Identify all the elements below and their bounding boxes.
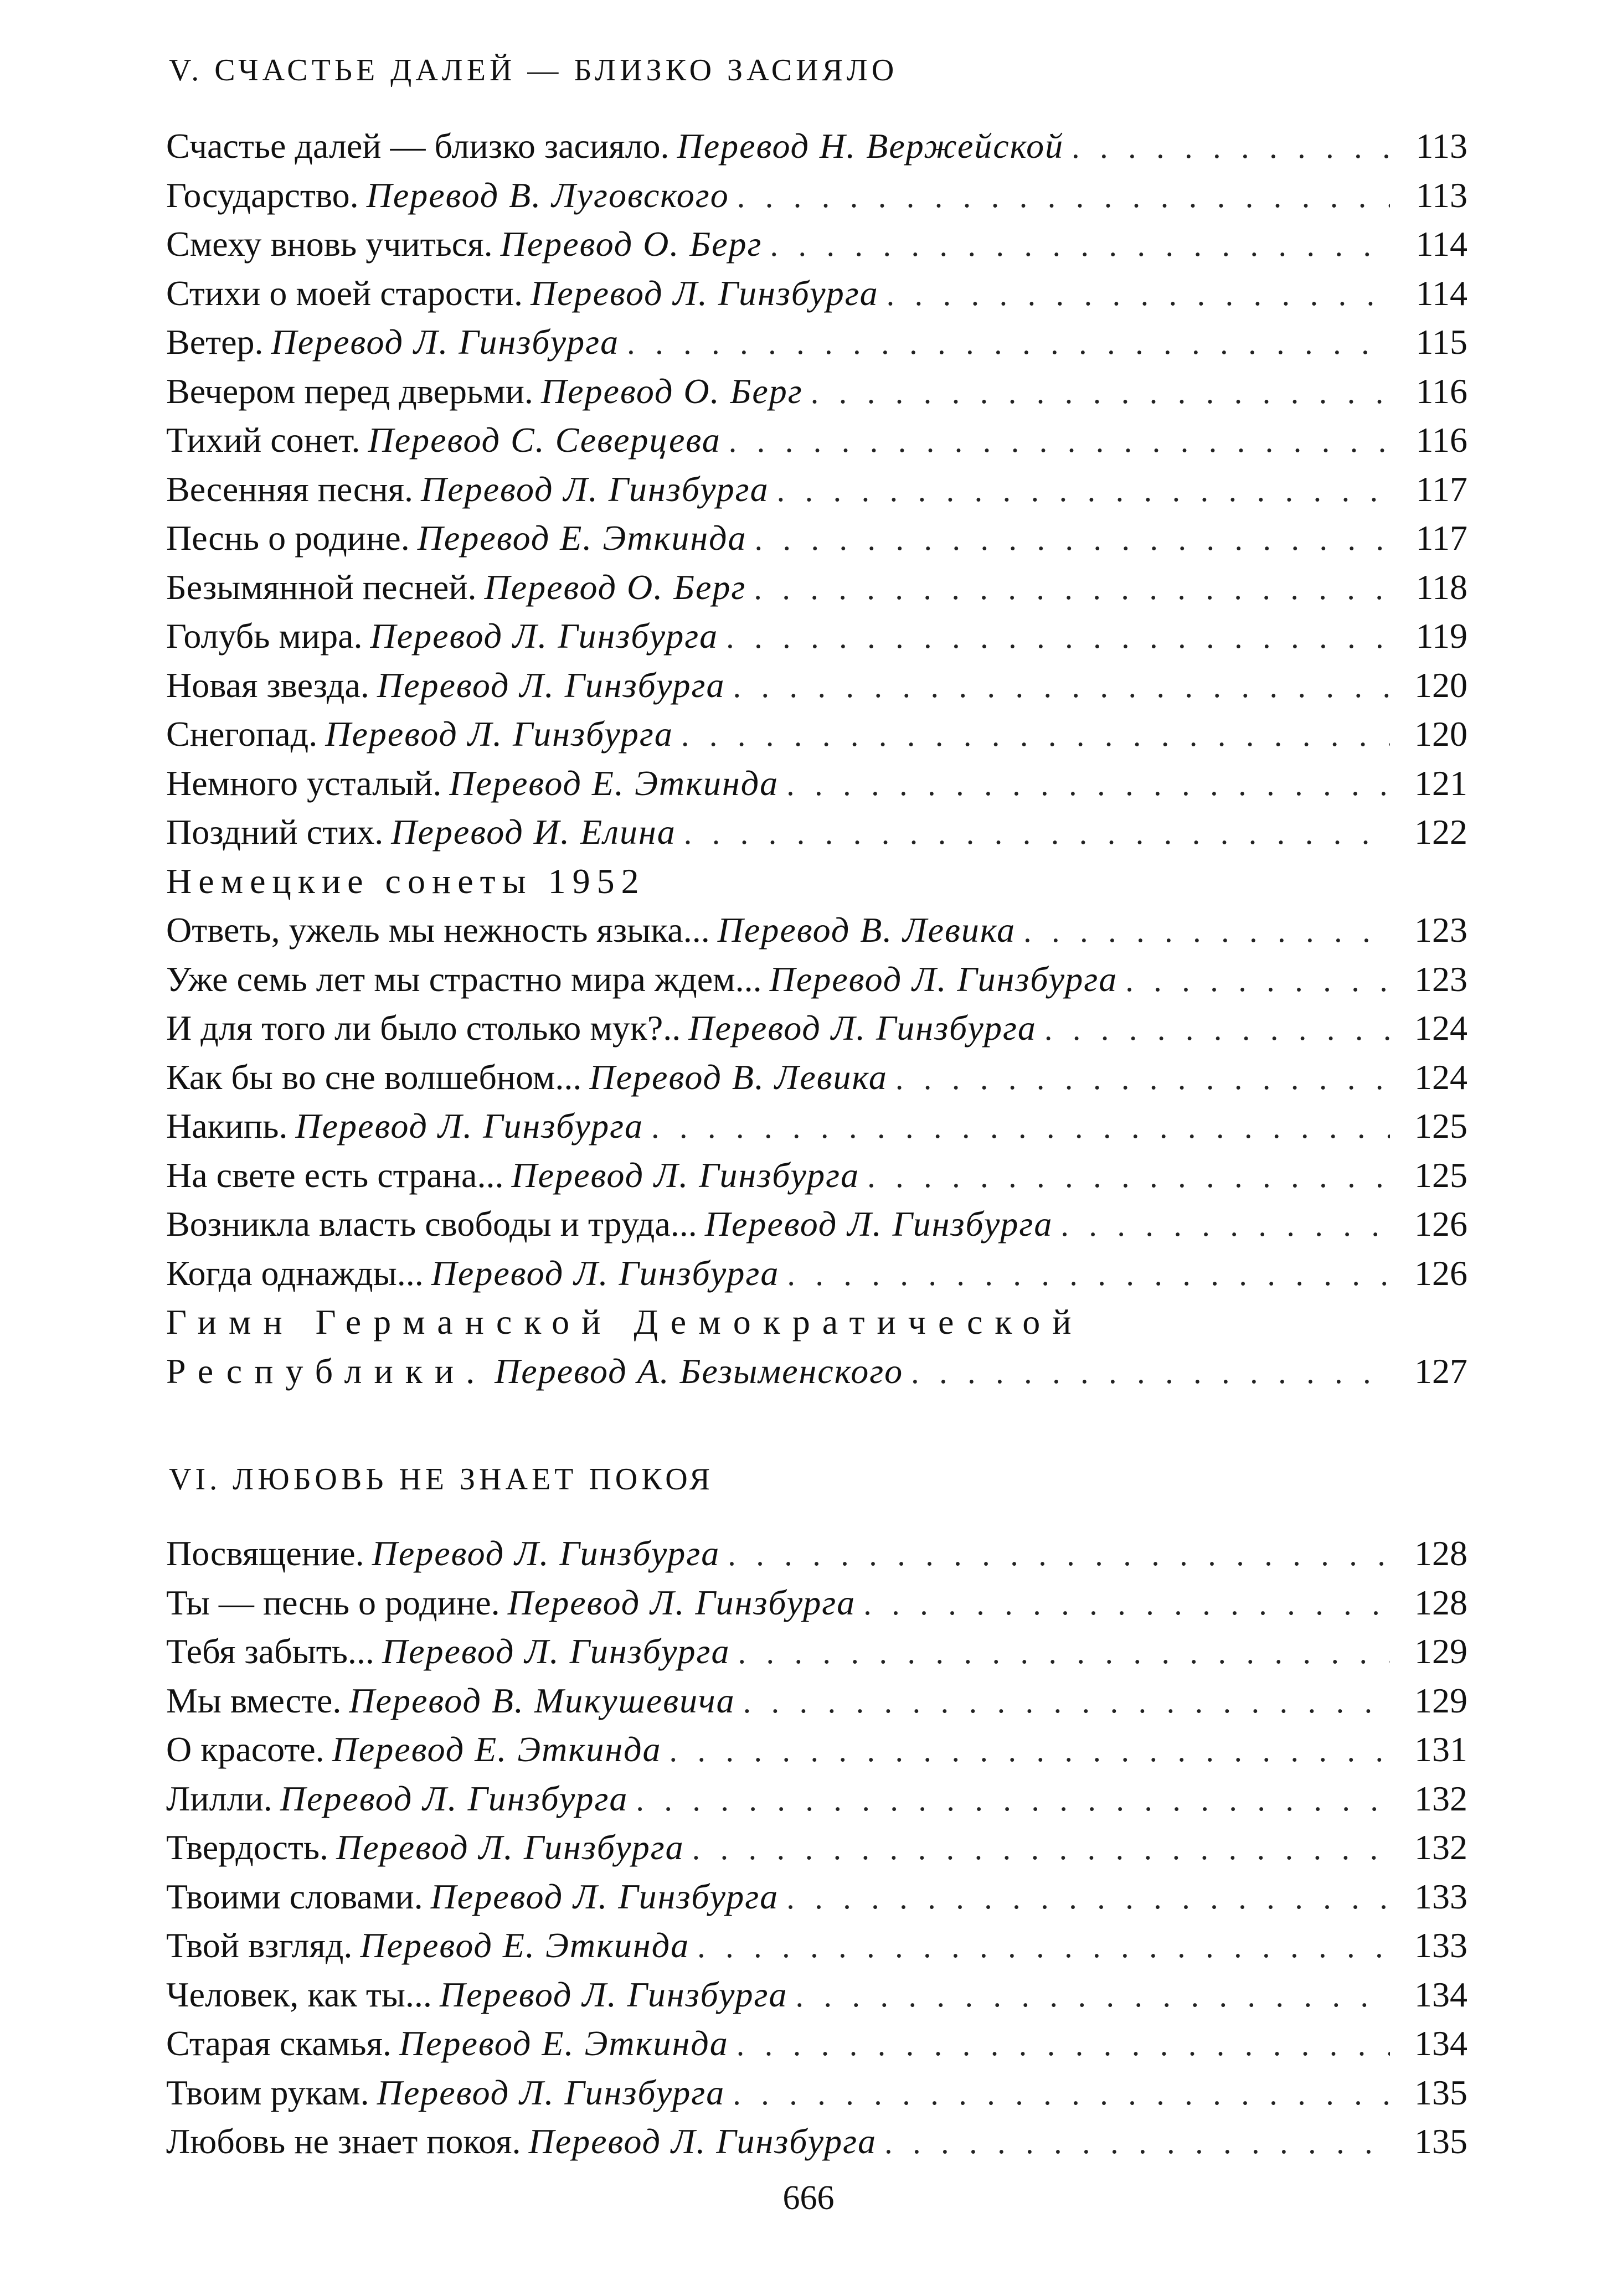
entry-page: 126 — [1414, 1204, 1467, 1244]
entry-page: 135 — [1414, 2072, 1467, 2112]
entry-page: 114 — [1415, 273, 1467, 313]
entry-title: На свете есть страна... — [166, 1155, 504, 1195]
entry-title: Любовь не знает покоя. — [166, 2122, 521, 2161]
entry-page: 128 — [1414, 1534, 1467, 1573]
toc-entry — [166, 367, 1467, 416]
toc-entry — [166, 2068, 1467, 2118]
entry-title: Немного усталый. — [166, 763, 442, 803]
entry-page: 134 — [1414, 1974, 1467, 2014]
entry-page: 122 — [1414, 812, 1467, 852]
entry-page: 116 — [1415, 420, 1467, 460]
dot-leader — [733, 2070, 1390, 2118]
entry-translator: Перевод Л. Гинзбурга — [430, 1876, 779, 1916]
entry-title: Ты — песнь о родине. — [166, 1582, 500, 1622]
entry-page: 129 — [1414, 1680, 1467, 1720]
entry-translator: Перевод Л. Гинзбурга — [280, 1778, 629, 1818]
entry-title: Республики. — [166, 1351, 487, 1391]
entry-translator: Перевод Л. Гинзбурга — [507, 1582, 856, 1622]
entry-title: Голубь мира. — [166, 616, 363, 656]
entry-translator: Перевод В. Луговского — [366, 175, 729, 215]
toc-entry — [166, 612, 1467, 661]
toc-entry — [166, 416, 1467, 465]
entry-page: 132 — [1414, 1828, 1467, 1867]
entry-page: 116 — [1415, 371, 1467, 411]
dot-leader — [692, 1824, 1390, 1872]
entry-page: 117 — [1415, 518, 1467, 558]
entry-title: Смеху вновь учиться. — [166, 224, 493, 264]
dot-leader — [796, 1972, 1391, 2020]
toc-entry — [166, 1872, 1467, 1922]
entry-translator: Перевод А. Безыменского — [495, 1351, 904, 1391]
toc-entry — [166, 808, 1467, 857]
entry-page: 127 — [1414, 1351, 1467, 1391]
entry-translator: Перевод Н. Вержейской — [677, 126, 1064, 166]
entry-page: 123 — [1414, 910, 1467, 950]
entry-translator: Перевод Л. Гинзбурга — [431, 1253, 780, 1293]
entry-title: Весенняя песня. — [166, 469, 413, 509]
entry-translator: Перевод О. Берг — [500, 224, 763, 264]
dot-leader — [787, 1250, 1390, 1298]
section-5-heading: V. СЧАСТЬЕ ДАЛЕЙ — БЛИЗКО ЗАСИЯЛО — [169, 53, 898, 87]
toc-entry — [166, 318, 1467, 367]
dot-leader — [737, 2020, 1390, 2068]
toc-entry — [166, 1676, 1467, 1726]
entry-title: Стихи о моей старости. — [166, 273, 523, 313]
entry-page: 126 — [1414, 1253, 1467, 1293]
entry-page: 131 — [1414, 1730, 1467, 1769]
section-5-entries — [166, 122, 1467, 1396]
dot-leader — [867, 1152, 1390, 1200]
entry-title: Посвящение. — [166, 1534, 364, 1573]
entry-translator: Перевод Л. Гинзбурга — [325, 714, 673, 754]
entry-page: 125 — [1414, 1106, 1467, 1146]
toc-entry — [166, 1151, 1467, 1200]
entry-page: 124 — [1414, 1008, 1467, 1048]
entry-title: Счастье далей — близко засияло. — [166, 126, 670, 166]
entry-translator: Перевод Е. Эткинда — [332, 1730, 662, 1769]
dot-leader — [737, 172, 1390, 220]
dot-leader — [1060, 1201, 1390, 1249]
toc-entry — [166, 465, 1467, 514]
entry-page: 117 — [1415, 469, 1467, 509]
toc-entry — [166, 1102, 1467, 1151]
entry-page: 120 — [1414, 665, 1467, 705]
dot-leader — [1125, 956, 1390, 1004]
entry-title: Как бы во сне волшебном... — [166, 1057, 582, 1097]
toc-entry — [166, 710, 1467, 759]
entry-translator: Перевод Л. Гинзбурга — [769, 959, 1118, 999]
toc-entry — [166, 1004, 1467, 1053]
entry-title: Ответь, ужель мы нежность языка... — [166, 910, 710, 950]
entry-translator: Перевод Е. Эткинда — [417, 518, 747, 558]
dot-leader — [1044, 1005, 1390, 1053]
dot-leader — [786, 1874, 1390, 1922]
toc-entry — [166, 1823, 1467, 1872]
entry-translator: Перевод Л. Гинзбурга — [439, 1974, 788, 2014]
entry-page: 128 — [1414, 1582, 1467, 1622]
dot-leader — [681, 711, 1390, 759]
toc-entry — [166, 955, 1467, 1004]
dot-leader — [729, 417, 1390, 465]
entry-translator: Перевод О. Берг — [540, 371, 803, 411]
entry-title: Старая скамья. — [166, 2024, 392, 2063]
entry-page: 133 — [1414, 1876, 1467, 1916]
entry-title: И для того ли было столько мук?.. — [166, 1008, 681, 1048]
entry-title: Безымянной песней. — [166, 567, 477, 607]
dot-leader — [733, 662, 1390, 710]
entry-page: 129 — [1414, 1632, 1467, 1671]
dot-leader — [697, 1922, 1390, 1970]
entry-title: Снегопад. — [166, 714, 318, 754]
entry-title: Твоим рукам. — [166, 2072, 369, 2112]
entry-title: Ветер. — [166, 322, 264, 362]
dot-leader — [863, 1580, 1390, 1628]
entry-title: Твой взгляд. — [166, 1926, 353, 1965]
toc-entry — [166, 1970, 1467, 2020]
dot-leader — [754, 564, 1390, 612]
dot-leader — [1023, 907, 1390, 955]
dot-leader — [786, 760, 1390, 808]
anthem-title-line: Гимн Германской Демократической — [166, 1302, 1084, 1342]
dot-leader — [669, 1726, 1390, 1774]
entry-translator: Перевод В. Микушевича — [349, 1680, 735, 1720]
entry-translator: Перевод Л. Гинзбурга — [336, 1828, 684, 1867]
entry-translator: Перевод Е. Эткинда — [449, 763, 779, 803]
entry-title: Когда однажды... — [166, 1253, 424, 1293]
entry-page: 120 — [1414, 714, 1467, 754]
dot-leader — [1072, 123, 1390, 171]
entry-translator: Перевод Е. Эткинда — [399, 2024, 729, 2063]
toc-entry — [166, 759, 1467, 808]
entry-translator: Перевод Е. Эткинда — [360, 1926, 690, 1965]
toc-entry — [166, 563, 1467, 612]
dot-leader — [743, 1678, 1390, 1726]
toc-entry — [166, 1921, 1467, 1970]
page-number: 666 — [782, 2179, 835, 2217]
toc-entry — [166, 1053, 1467, 1102]
entry-title: Возникла власть свободы и труда... — [166, 1204, 697, 1244]
entry-page: 113 — [1415, 126, 1467, 166]
entry-title: Новая звезда. — [166, 665, 369, 705]
entry-translator: Перевод С. Северцева — [368, 420, 721, 460]
entry-page: 124 — [1414, 1057, 1467, 1097]
entry-page: 135 — [1414, 2122, 1467, 2161]
toc-entry — [166, 122, 1467, 171]
entry-translator: Перевод Л. Гинзбурга — [511, 1155, 860, 1195]
toc-entry — [166, 1249, 1467, 1298]
dot-leader — [770, 221, 1390, 269]
dot-leader — [651, 1103, 1390, 1151]
entry-title: Государство. — [166, 175, 359, 215]
entry-title: О красоте. — [166, 1730, 325, 1769]
entry-title: Песнь о родине. — [166, 518, 410, 558]
entry-title: Вечером перед дверьми. — [166, 371, 533, 411]
entry-title: Твердость. — [166, 1828, 329, 1867]
entry-title: Тихий сонет. — [166, 420, 361, 460]
toc-entry — [166, 2117, 1467, 2166]
dot-leader — [887, 270, 1390, 318]
dot-leader — [895, 1054, 1390, 1102]
toc-entry — [166, 661, 1467, 710]
entry-page: 121 — [1414, 763, 1467, 803]
entry-title: Лилли. — [166, 1778, 272, 1818]
section-6-entries — [166, 1529, 1467, 2166]
toc-entry — [166, 1627, 1467, 1676]
toc-entry — [166, 1725, 1467, 1774]
entry-title: Поздний стих. — [166, 812, 384, 852]
toc-entry — [166, 1200, 1467, 1249]
entry-translator: Перевод Л. Гинзбурга — [704, 1204, 1053, 1244]
dot-leader — [738, 1628, 1391, 1676]
dot-leader — [884, 2118, 1390, 2166]
entry-translator: Перевод Л. Гинзбурга — [377, 665, 725, 705]
toc-entry — [166, 1578, 1467, 1628]
section-6-heading: VI. ЛЮБОВЬ НЕ ЗНАЕТ ПОКОЯ — [169, 1462, 714, 1497]
toc-entry — [166, 1774, 1467, 1824]
entry-translator: Перевод Л. Гинзбурга — [382, 1632, 730, 1671]
entry-title: Уже семь лет мы страстно мира ждем... — [166, 959, 762, 999]
dot-leader — [911, 1348, 1390, 1396]
toc-entry-anthem — [166, 1347, 1467, 1396]
entry-translator: Перевод В. Левика — [589, 1057, 888, 1097]
dot-leader — [684, 809, 1390, 857]
toc-entry — [166, 171, 1467, 220]
toc-entry — [166, 269, 1467, 318]
entry-translator: Перевод И. Елина — [391, 812, 676, 852]
dot-leader — [627, 319, 1390, 367]
entry-translator: Перевод Л. Гинзбурга — [421, 469, 769, 509]
dot-leader — [754, 515, 1390, 563]
entry-title: Твоими словами. — [166, 1876, 423, 1916]
entry-translator: Перевод Л. Гинзбурга — [377, 2072, 725, 2112]
toc-entry — [166, 906, 1467, 955]
entry-translator: Перевод В. Левика — [717, 910, 1016, 950]
entry-page: 132 — [1414, 1778, 1467, 1818]
entry-translator: Перевод Л. Гинзбурга — [370, 616, 719, 656]
toc-entry — [166, 514, 1467, 563]
entry-translator: Перевод Л. Гинзбурга — [688, 1008, 1037, 1048]
entry-translator: Перевод Л. Гинзбурга — [528, 2122, 877, 2161]
entry-translator: Перевод Л. Гинзбурга — [271, 322, 620, 362]
entry-title: Человек, как ты... — [166, 1974, 432, 2014]
entry-title: Тебя забыть... — [166, 1632, 374, 1671]
dot-leader — [726, 613, 1390, 661]
entry-page: 125 — [1414, 1155, 1467, 1195]
cycle-heading: Немецкие сонеты 1952 — [166, 861, 646, 901]
entry-translator: Перевод Л. Гинзбурга — [531, 273, 879, 313]
entry-page: 113 — [1415, 175, 1467, 215]
entry-page: 114 — [1415, 224, 1467, 264]
entry-page: 123 — [1414, 959, 1467, 999]
entry-page: 119 — [1415, 616, 1467, 656]
dot-leader — [777, 466, 1390, 514]
toc-entry — [166, 2019, 1467, 2068]
entry-page: 133 — [1414, 1926, 1467, 1965]
entry-page: 118 — [1415, 567, 1467, 607]
dot-leader — [636, 1776, 1390, 1824]
entry-translator: Перевод Л. Гинзбурга — [295, 1106, 644, 1146]
dot-leader — [728, 1530, 1390, 1578]
entry-page: 134 — [1414, 2024, 1467, 2063]
dot-leader — [811, 368, 1390, 416]
toc-entry — [166, 220, 1467, 269]
entry-title: Накипь. — [166, 1106, 288, 1146]
toc-entry — [166, 1529, 1467, 1578]
entry-translator: Перевод Л. Гинзбурга — [372, 1534, 720, 1573]
entry-page: 115 — [1415, 322, 1467, 362]
entry-translator: Перевод О. Берг — [484, 567, 746, 607]
entry-title: Мы вместе. — [166, 1680, 342, 1720]
